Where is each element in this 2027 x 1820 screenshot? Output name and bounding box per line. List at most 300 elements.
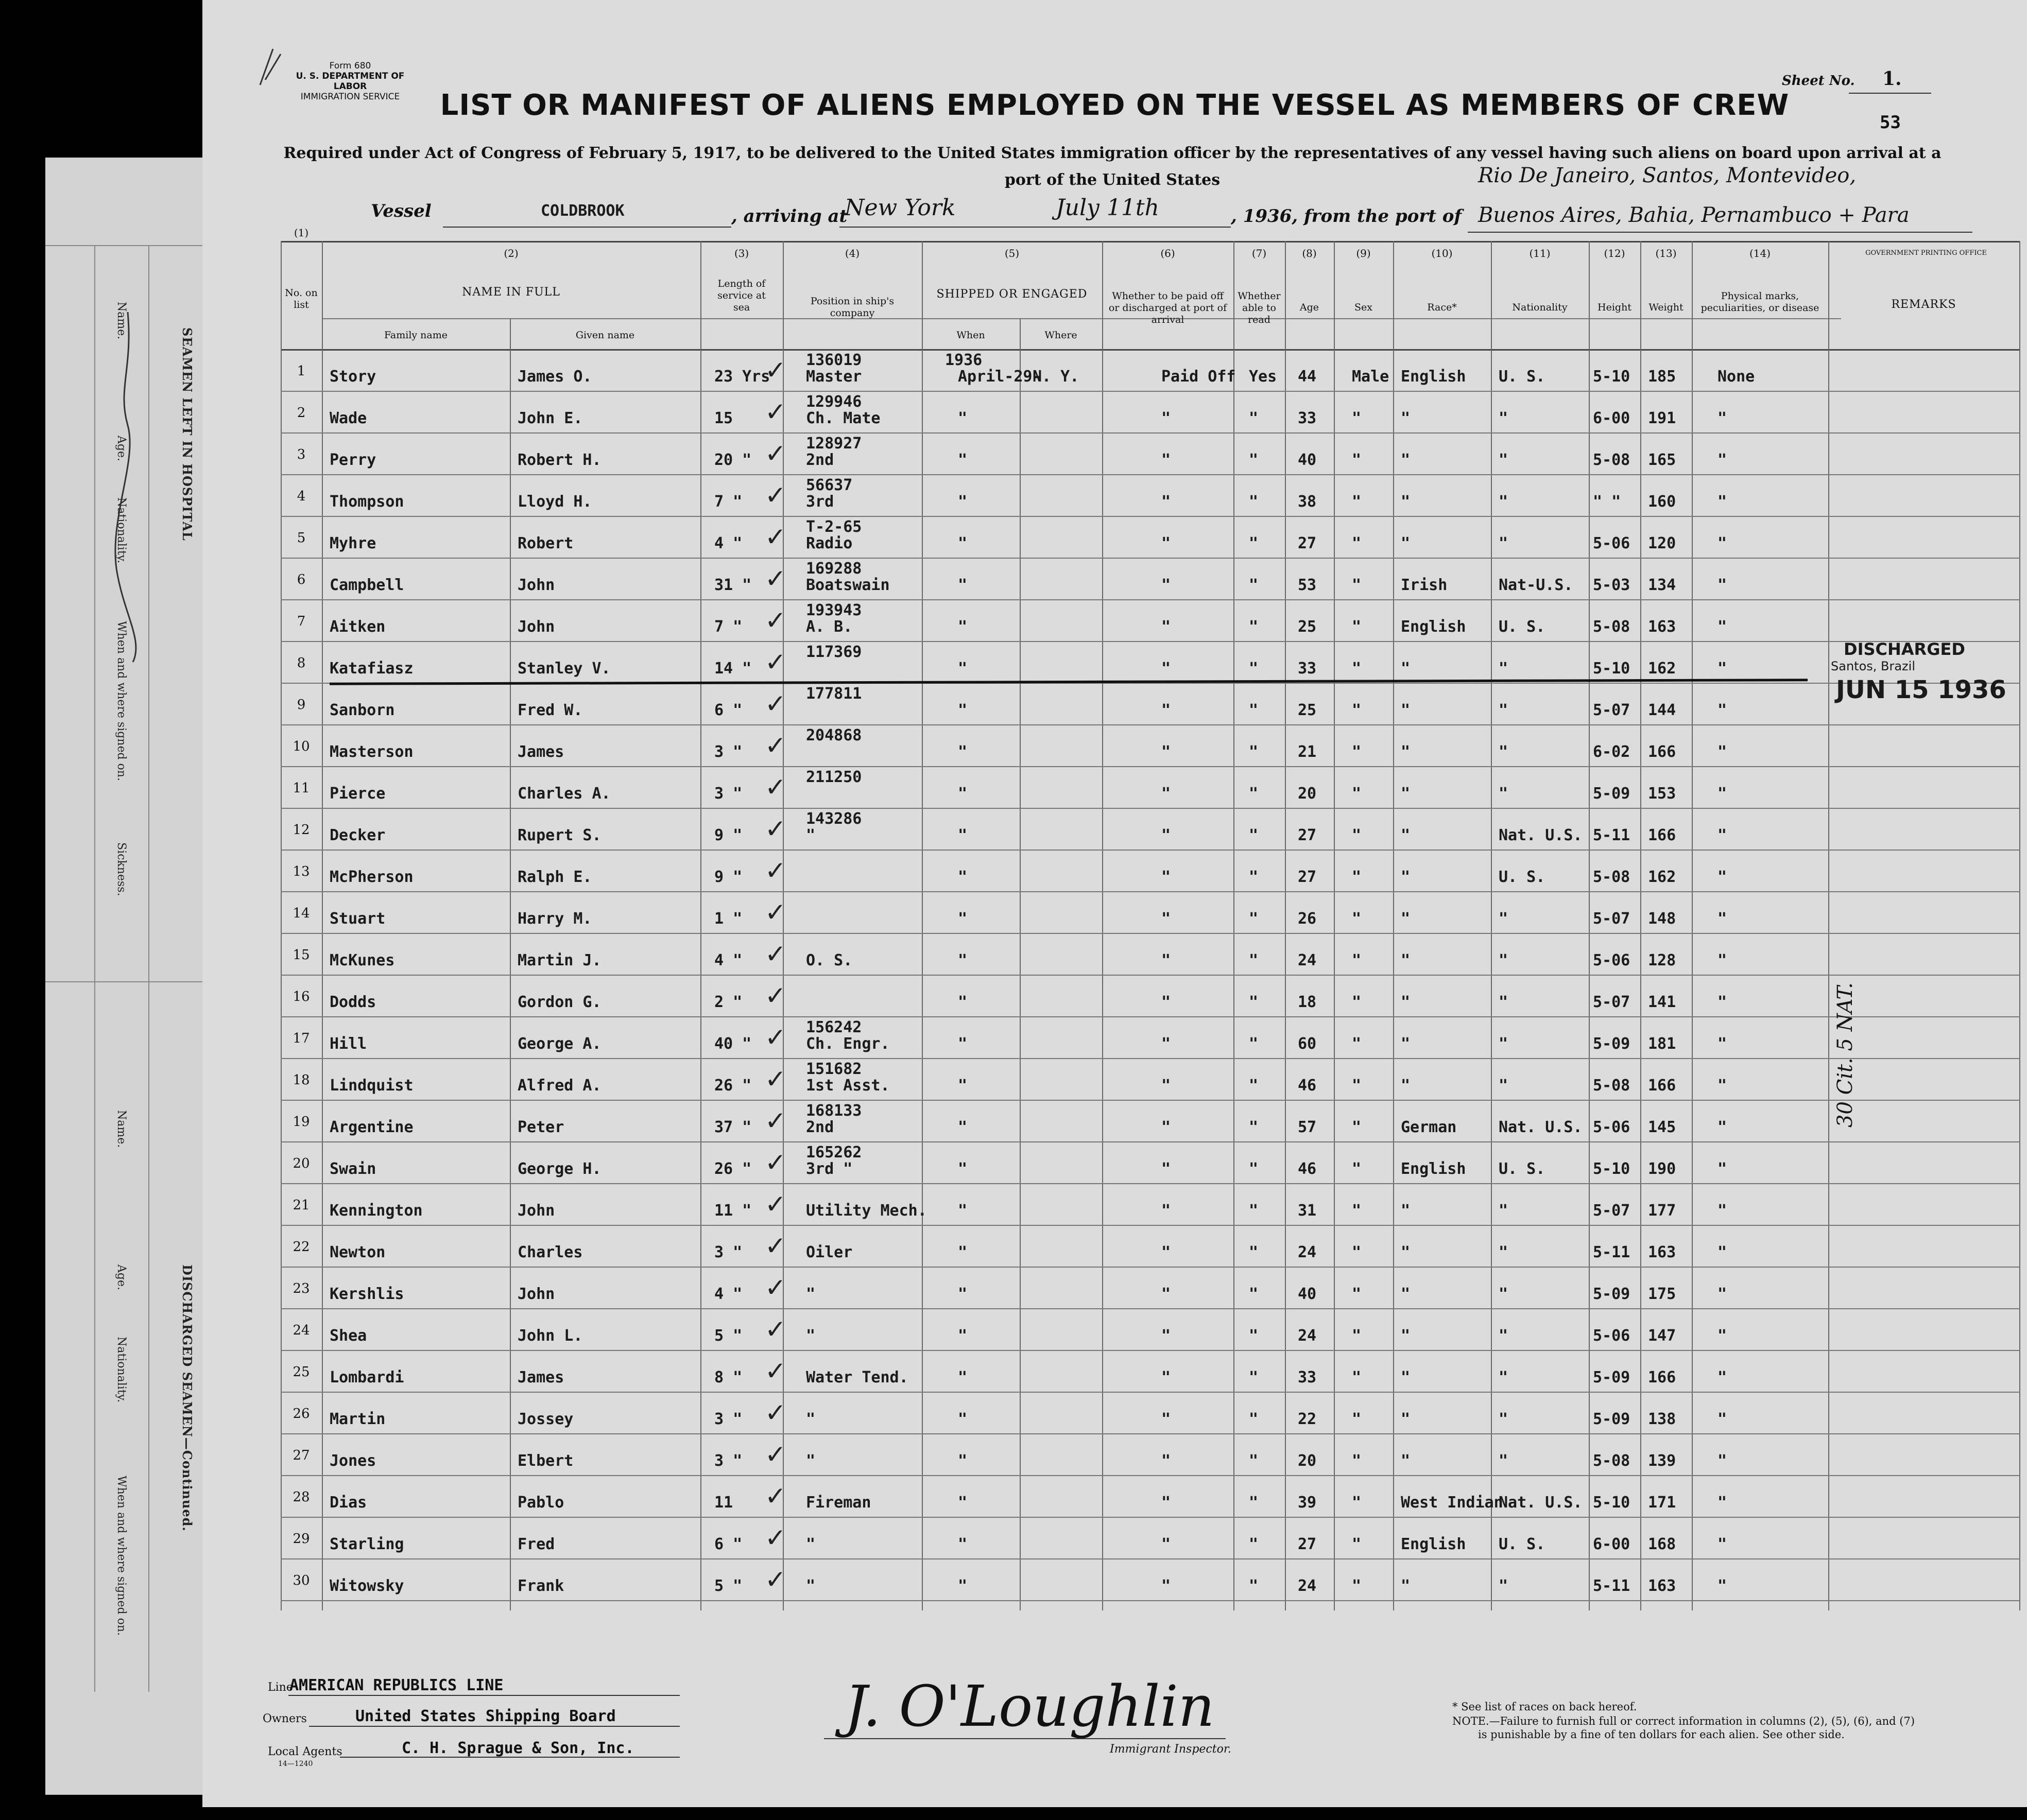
row-rule [281, 766, 2020, 767]
check-mark-icon: ✓ [765, 1231, 786, 1261]
row-number: 22 [293, 1239, 310, 1255]
cell-given: James [518, 1368, 564, 1386]
cell-service: 11 " [714, 1202, 752, 1220]
row-rule [281, 1392, 2020, 1393]
cell-marks: " [1717, 1035, 1727, 1053]
cell-family: Kershlis [330, 1285, 404, 1303]
cell-given: Robert H. [518, 451, 602, 469]
cell-wt: 139 [1648, 1452, 1676, 1470]
cell-wt: 134 [1648, 576, 1676, 594]
cell-family: Decker [330, 826, 386, 844]
cell-race: " [1401, 868, 1411, 886]
cell-wt: 163 [1648, 1243, 1676, 1261]
discharged-stamp-date: JUN 15 1936 [1836, 675, 2006, 704]
flap-col-age: Age. [115, 436, 128, 461]
col9-header: Sex [1354, 302, 1372, 313]
cell-service: 5 " [714, 1577, 743, 1595]
cell-ht: 5-08 [1593, 1077, 1630, 1095]
cell-age: 33 [1298, 660, 1317, 678]
cell-service: 20 " [714, 451, 752, 469]
cell-service: 8 " [714, 1368, 743, 1386]
cell-age: 22 [1298, 1410, 1317, 1428]
cell-read: " [1249, 1118, 1259, 1136]
cell-wt: 162 [1648, 868, 1676, 886]
check-mark-icon: ✓ [765, 689, 786, 719]
check-mark-icon: ✓ [765, 522, 786, 552]
cell-ht: 5-06 [1593, 534, 1630, 552]
cell-wt: 148 [1648, 910, 1676, 928]
cell-nat: U. S. [1499, 868, 1545, 886]
row-rule [281, 391, 2020, 392]
col-rule [1102, 241, 1103, 1610]
cell-age: 20 [1298, 1452, 1317, 1470]
cell-family: Martin [330, 1410, 386, 1428]
cell-read: " [1249, 1368, 1259, 1386]
vessel-line [443, 227, 731, 228]
cell-family: Masterson [330, 743, 414, 761]
cell-marks: " [1717, 1410, 1727, 1428]
cell-ht: 6-02 [1593, 743, 1630, 761]
row-number: 29 [293, 1531, 310, 1547]
cell-family: Dias [330, 1494, 367, 1512]
sheet-number: 1. [1882, 68, 1902, 90]
cell-service: 3 " [714, 1410, 743, 1428]
cell-when: " [958, 951, 968, 969]
cell-paid: " [1161, 576, 1171, 594]
cell-sex: " [1352, 1202, 1362, 1220]
row-rule [281, 1433, 2020, 1434]
cell-service: 3 " [714, 743, 743, 761]
col13-header: Weight [1648, 302, 1684, 313]
col1-number: (1) [294, 227, 309, 239]
cell-position: 1st Asst. [806, 1077, 890, 1095]
cell-age: 24 [1298, 1327, 1317, 1345]
cell-family: Aitken [330, 618, 386, 636]
cell-given: Pablo [518, 1494, 564, 1512]
cell-sex: " [1352, 785, 1362, 803]
col4-header: Position in ship's company [810, 296, 895, 319]
cell-sex: " [1352, 1077, 1362, 1095]
cell-position: Fireman [806, 1494, 871, 1512]
line-value: AMERICAN REPUBLICS LINE [289, 1676, 504, 1694]
penalty-note-2: is punishable by a fine of ten dollars for each alien. See other side. [1478, 1728, 1845, 1741]
cell-sex: " [1352, 826, 1362, 844]
cell-family: Dodds [330, 993, 376, 1011]
col10-number: (10) [1431, 247, 1453, 259]
row-number: 30 [293, 1573, 310, 1588]
cell-read: " [1249, 1035, 1259, 1053]
cell-marks: " [1717, 743, 1727, 761]
cell-read: Yes [1249, 368, 1277, 386]
cell-service: 9 " [714, 826, 743, 844]
cell-position: Ch. Engr. [806, 1035, 890, 1053]
col-rule [1020, 318, 1021, 1610]
cell-position: Oiler [806, 1243, 853, 1261]
cell-age: 39 [1298, 1494, 1317, 1512]
cell-race: " [1401, 1035, 1411, 1053]
cell-sex: " [1352, 618, 1362, 636]
row-rule [281, 975, 2020, 976]
col12-header: Height [1597, 302, 1631, 313]
row-number: 8 [297, 655, 306, 671]
cell-service: 23 Yrs [714, 368, 770, 386]
cell-family: Katafiasz [330, 660, 414, 678]
cell-read: " [1249, 868, 1259, 886]
cell-marks: " [1717, 576, 1727, 594]
cell-wt: 160 [1648, 493, 1676, 511]
row-rule [281, 1141, 2020, 1142]
cell-marks: " [1717, 1077, 1727, 1095]
col-rule [281, 241, 282, 1610]
cell-service: 9 " [714, 868, 743, 886]
cell-given: Frank [518, 1577, 564, 1595]
cell-marks: None [1717, 368, 1755, 386]
check-mark-icon: ✓ [765, 564, 786, 594]
cell-sex: " [1352, 1035, 1362, 1053]
cell-ht: 5-10 [1593, 660, 1630, 678]
cell-wt: 171 [1648, 1494, 1676, 1512]
row-rule [281, 432, 2020, 434]
row-number: 27 [293, 1448, 310, 1463]
cell-given: Lloyd H. [518, 493, 592, 511]
cell-ht: 6-00 [1593, 1535, 1630, 1553]
cell-marks: " [1717, 660, 1727, 678]
col-rule [1640, 241, 1641, 1610]
row-number: 9 [297, 697, 306, 713]
cell-paid: " [1161, 1452, 1171, 1470]
cell-race: " [1401, 493, 1411, 511]
cell-read: " [1249, 826, 1259, 844]
cell-nat: U. S. [1499, 618, 1545, 636]
check-mark-icon: ✓ [765, 939, 786, 969]
cell-position: " [806, 826, 816, 844]
cell-when: " [958, 1410, 968, 1428]
cell-paid: " [1161, 451, 1171, 469]
cell-race: " [1401, 826, 1411, 844]
cell-marks: " [1717, 1452, 1727, 1470]
cell-family: Perry [330, 451, 376, 469]
cell-race: " [1401, 1410, 1411, 1428]
cell-ht: 5-06 [1593, 1118, 1630, 1136]
cell-position: " [806, 1535, 816, 1553]
flap-title-discharged: DISCHARGED SEAMEN—Continued. [180, 1264, 195, 1532]
col11-number: (11) [1529, 247, 1551, 259]
remarks-header: REMARKS [1891, 298, 1956, 311]
cell-given: John [518, 1285, 555, 1303]
cell-read: " [1249, 1285, 1259, 1303]
col1-header: No. on list [285, 287, 318, 310]
cell-family: Sanborn [330, 701, 395, 719]
check-mark-icon: ✓ [765, 1398, 786, 1428]
cell-when: " [958, 1160, 968, 1178]
cell-read: " [1249, 1160, 1259, 1178]
cell-ht: 5-10 [1593, 368, 1630, 386]
cell-nat: Nat-U.S. [1499, 576, 1573, 594]
cell-when: " [958, 868, 968, 886]
cell-age: 26 [1298, 910, 1317, 928]
cell-nat: " [1499, 785, 1508, 803]
header-mid-rule [322, 318, 1841, 319]
cell-certificate-no: 177811 [806, 685, 862, 703]
cell-when: " [958, 1368, 968, 1386]
cell-paid: " [1161, 1202, 1171, 1220]
cell-family: Witowsky [330, 1577, 404, 1595]
cell-nat: U. S. [1499, 1535, 1545, 1553]
flap-col-name-2: Name. [115, 1110, 128, 1148]
cell-position: 2nd [806, 1118, 834, 1136]
cell-service: 31 " [714, 576, 752, 594]
col-rule [1233, 241, 1234, 1610]
agents-label: Local Agents [268, 1745, 342, 1758]
cell-given: John [518, 1202, 555, 1220]
col2b-header: Given name [575, 330, 635, 341]
cell-ht: 5-09 [1593, 1410, 1630, 1428]
cell-ht: 5-07 [1593, 1202, 1630, 1220]
cell-read: " [1249, 660, 1259, 678]
check-mark-icon: ✓ [765, 1273, 786, 1303]
flap-scribble [97, 307, 159, 667]
cell-age: 38 [1298, 493, 1317, 511]
cell-read: " [1249, 785, 1259, 803]
cell-ht: 5-09 [1593, 1285, 1630, 1303]
col14-number: (14) [1749, 247, 1771, 259]
vessel-label: Vessel [371, 201, 432, 221]
cell-sex: " [1352, 1327, 1362, 1345]
form-department: U. S. DEPARTMENT OF LABOR [296, 71, 405, 92]
col6-number: (6) [1160, 247, 1175, 259]
cell-sex: " [1352, 1285, 1362, 1303]
cell-sex: " [1352, 743, 1362, 761]
arriving-line [839, 227, 1231, 228]
row-rule [281, 474, 2020, 475]
cell-sex: " [1352, 1368, 1362, 1386]
cell-certificate-no: 128927 [806, 435, 862, 453]
cell-service: 26 " [714, 1077, 752, 1095]
cell-wt: 181 [1648, 1035, 1676, 1053]
cell-marks: " [1717, 826, 1727, 844]
cell-wt: 166 [1648, 1077, 1676, 1095]
cell-marks: " [1717, 951, 1727, 969]
cell-service: 6 " [714, 701, 743, 719]
cell-sex: " [1352, 951, 1362, 969]
row-number: 21 [293, 1198, 310, 1213]
cell-given: George A. [518, 1035, 602, 1053]
cell-wt: 191 [1648, 409, 1676, 427]
cell-race: " [1401, 409, 1411, 427]
cell-sex: " [1352, 910, 1362, 928]
row-number: 20 [293, 1156, 310, 1171]
cell-sex: " [1352, 701, 1362, 719]
cell-certificate-no: 136019 [806, 351, 862, 369]
cell-race: " [1401, 1577, 1411, 1595]
cell-nat: " [1499, 493, 1508, 511]
cell-marks: " [1717, 1535, 1727, 1553]
cell-when: " [958, 785, 968, 803]
flap-col-where-2: When and where signed on. [115, 1476, 128, 1636]
cell-when: " [958, 1118, 968, 1136]
cell-family: Hill [330, 1035, 367, 1053]
cell-position: Boatswain [806, 576, 890, 594]
manifest-title: LIST OR MANIFEST OF ALIENS EMPLOYED ON THE VESSEL AS MEMBERS OF CREW [440, 89, 1790, 122]
cell-marks: " [1717, 1368, 1727, 1386]
check-mark-icon: ✓ [765, 856, 786, 886]
cell-given: Jossey [518, 1410, 574, 1428]
cell-family: Myhre [330, 534, 376, 552]
cell-wt: 163 [1648, 618, 1676, 636]
cell-nat: " [1499, 951, 1508, 969]
cell-paid: " [1161, 951, 1171, 969]
row-rule [281, 1267, 2020, 1268]
arriving-label: , arriving at [731, 206, 848, 227]
col-rule [510, 318, 511, 1610]
cell-marks: " [1717, 993, 1727, 1011]
cell-family: Kennington [330, 1202, 423, 1220]
cell-marks: " [1717, 618, 1727, 636]
cell-read: " [1249, 993, 1259, 1011]
cell-race: " [1401, 701, 1411, 719]
cell-age: 33 [1298, 409, 1317, 427]
cell-given: Alfred A. [518, 1077, 602, 1095]
cell-paid: " [1161, 993, 1171, 1011]
cell-read: " [1249, 618, 1259, 636]
col-rule [1285, 241, 1286, 1610]
cell-nat: Nat. U.S. [1499, 1494, 1583, 1512]
cell-sex: " [1352, 576, 1362, 594]
cell-family: Story [330, 368, 376, 386]
cell-wt: 168 [1648, 1535, 1676, 1553]
col-rule [322, 241, 323, 1610]
cell-sex: " [1352, 1535, 1362, 1553]
cell-nat: U. S. [1499, 368, 1545, 386]
cell-family: Newton [330, 1243, 386, 1261]
row-rule [281, 1016, 2020, 1017]
cell-paid: " [1161, 1035, 1171, 1053]
cell-wt: 175 [1648, 1285, 1676, 1303]
check-mark-icon: ✓ [765, 1064, 786, 1094]
agents-underline [340, 1757, 680, 1758]
cell-nat: " [1499, 993, 1508, 1011]
cell-given: Martin J. [518, 951, 602, 969]
cell-family: Swain [330, 1160, 376, 1178]
cell-race: " [1401, 660, 1411, 678]
row-number: 12 [293, 822, 310, 838]
cell-read: " [1249, 701, 1259, 719]
cell-ht: 5-07 [1593, 993, 1630, 1011]
cell-ht: 5-10 [1593, 1494, 1630, 1512]
cell-when: " [958, 993, 968, 1011]
cell-position: Ch. Mate [806, 409, 881, 427]
cell-race: " [1401, 1202, 1411, 1220]
row-number: 14 [293, 906, 310, 921]
cell-nat: " [1499, 451, 1508, 469]
row-number: 11 [293, 781, 310, 796]
cell-ht: 5-09 [1593, 1035, 1630, 1053]
col2-header: NAME IN FULL [462, 286, 560, 299]
cell-given: Elbert [518, 1452, 574, 1470]
col12-number: (12) [1604, 247, 1625, 259]
cell-ht: 5-11 [1593, 826, 1630, 844]
cell-nat: " [1499, 1368, 1508, 1386]
cell-read: " [1249, 1410, 1259, 1428]
cell-nat: " [1499, 1577, 1508, 1595]
col5-header: SHIPPED OR ENGAGED [936, 288, 1088, 301]
cell-ht: 5-06 [1593, 951, 1630, 969]
cell-service: 3 " [714, 785, 743, 803]
check-mark-icon: ✓ [765, 1022, 786, 1052]
ports-line [1468, 232, 1972, 233]
flap-col-nationality-2: Nationality. [115, 1337, 128, 1403]
arriving-port: New York [845, 195, 956, 221]
cell-position: Radio [806, 534, 853, 552]
cell-sex: " [1352, 409, 1362, 427]
cell-wt: 147 [1648, 1327, 1676, 1345]
cell-position: Water Tend. [806, 1368, 908, 1386]
cell-paid: " [1161, 910, 1171, 928]
cell-when: " [958, 1494, 968, 1512]
check-mark-icon: ✓ [765, 1481, 786, 1511]
cell-sex: " [1352, 660, 1362, 678]
cell-ht: 5-07 [1593, 701, 1630, 719]
cell-when: " [958, 451, 968, 469]
cell-nat: " [1499, 1410, 1508, 1428]
race-note: * See list of races on back hereof. [1452, 1701, 1637, 1713]
cell-read: " [1249, 534, 1259, 552]
cell-sex: " [1352, 1118, 1362, 1136]
cell-marks: " [1717, 1202, 1727, 1220]
cell-when: " [958, 1202, 968, 1220]
cell-age: 40 [1298, 451, 1317, 469]
cell-service: 3 " [714, 1243, 743, 1261]
row-number: 17 [293, 1031, 310, 1046]
cell-family: McPherson [330, 868, 414, 886]
cell-race: " [1401, 993, 1411, 1011]
margin-note: 30 Cit. 5 NAT. [1833, 982, 1857, 1128]
cell-certificate-no: 143286 [806, 810, 862, 828]
cell-nat: " [1499, 1077, 1508, 1095]
cell-nat: " [1499, 910, 1508, 928]
cell-wt: 166 [1648, 826, 1676, 844]
footer-code: 14—1240 [278, 1760, 313, 1768]
col13-number: (13) [1655, 247, 1677, 259]
cell-ht: 5-03 [1593, 576, 1630, 594]
row-rule [281, 1058, 2020, 1059]
inspector-label: Immigrant Inspector. [1110, 1743, 1231, 1756]
cell-marks: " [1717, 868, 1727, 886]
cell-when: " [958, 1577, 968, 1595]
cell-paid: " [1161, 1285, 1171, 1303]
cell-paid: " [1161, 1327, 1171, 1345]
row-rule [281, 724, 2020, 725]
line-label: Line [268, 1681, 293, 1694]
row-rule [281, 1308, 2020, 1309]
flap-col-where: When and where signed on. [115, 621, 128, 781]
cell-position: Utility Mech. [806, 1202, 927, 1220]
cell-read: " [1249, 409, 1259, 427]
check-mark-icon: ✓ [765, 772, 786, 802]
cell-age: 27 [1298, 868, 1317, 886]
check-mark-icon: ✓ [765, 1148, 786, 1177]
header-bottom-rule [281, 349, 2020, 351]
row-rule [281, 933, 2020, 934]
row-rule [281, 641, 2020, 642]
cell-sex: " [1352, 534, 1362, 552]
cell-paid: " [1161, 660, 1171, 678]
cell-certificate-no: 204868 [806, 726, 862, 744]
agents-value: C. H. Sprague & Son, Inc. [402, 1739, 634, 1757]
ports-line-1: Rio De Janeiro, Santos, Montevideo, [1478, 164, 1857, 187]
cell-sex: " [1352, 1452, 1362, 1470]
owners-underline [309, 1726, 680, 1727]
